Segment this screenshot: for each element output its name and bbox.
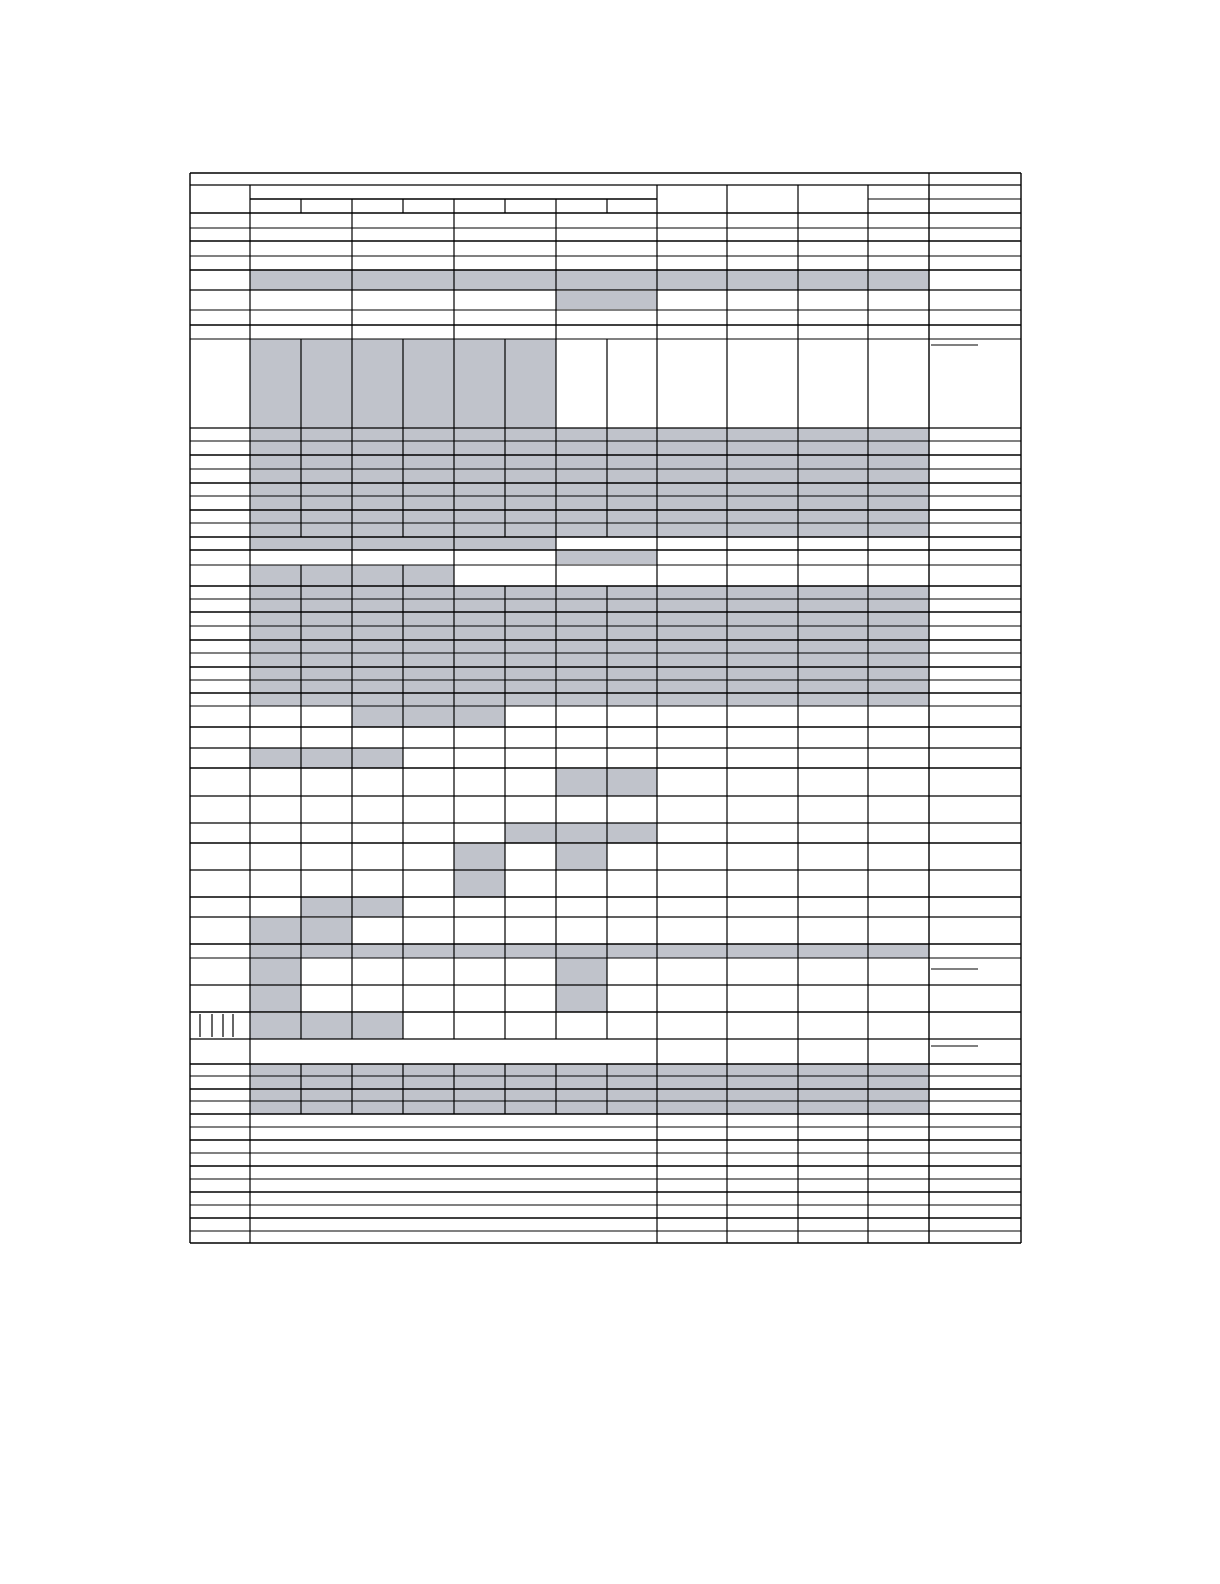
shaded-cell — [250, 537, 556, 550]
shaded-cell — [352, 706, 505, 727]
shaded-cell — [556, 291, 657, 309]
shaded-cell — [250, 748, 403, 768]
shaded-cell — [556, 551, 657, 564]
shaded-cell — [505, 823, 657, 843]
shaded-cell — [250, 1013, 403, 1039]
shaded-cell — [556, 844, 607, 870]
